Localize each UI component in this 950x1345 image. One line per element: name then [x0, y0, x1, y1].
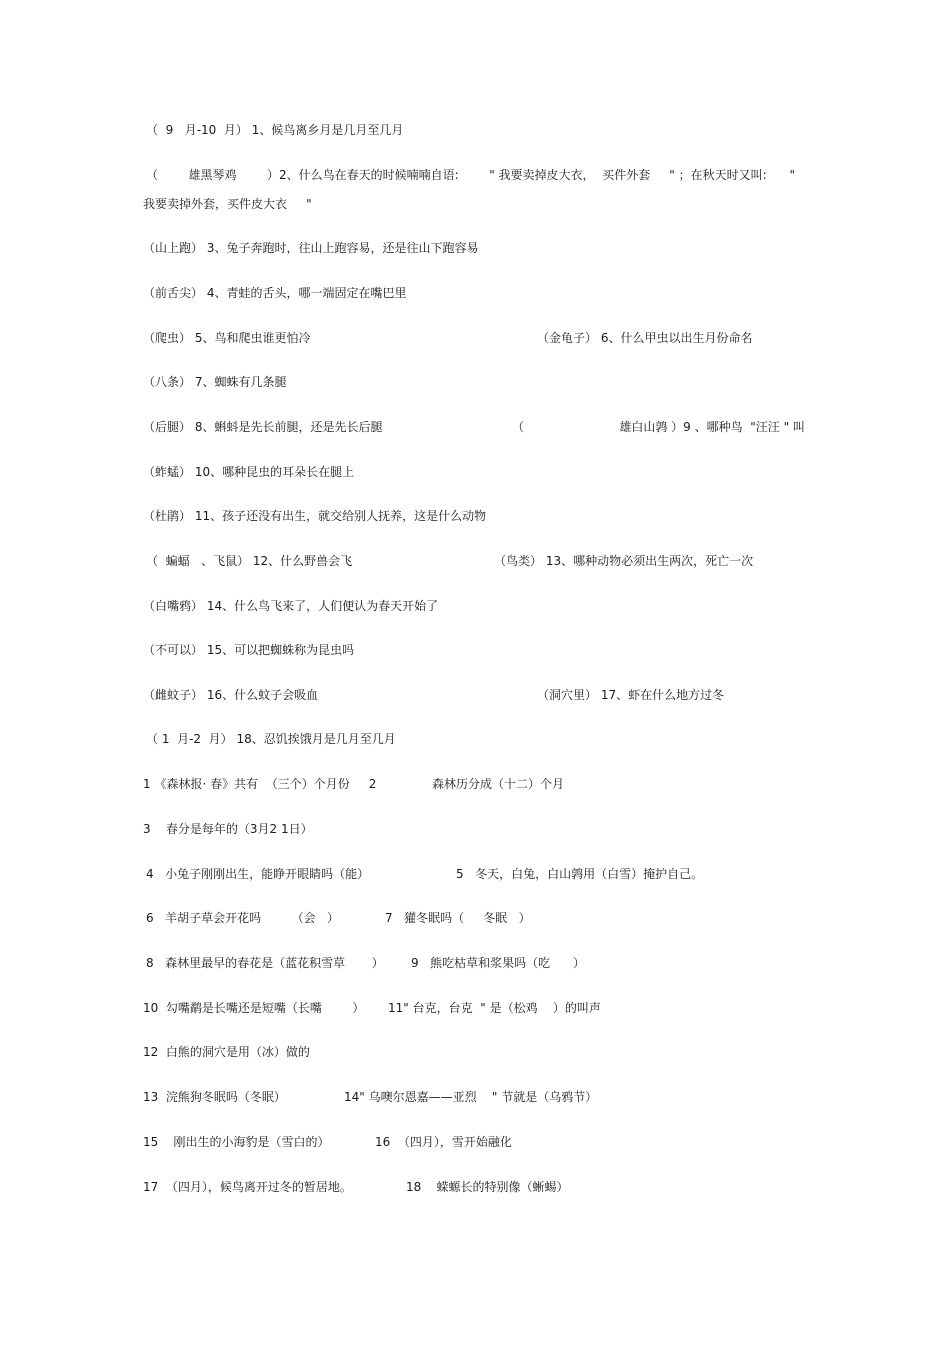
q5-line: （爬虫） 5、鸟和爬虫谁更怕冷	[143, 331, 311, 345]
q16-line: （雌蚊子） 16、什么蚊子会吸血	[143, 688, 319, 702]
fill12-line: 12 白熊的洞穴是用（冰）做的	[143, 1045, 310, 1059]
fill5-line: 5 冬天，白兔，白山鹑用（白雪）掩护自己。	[456, 867, 704, 881]
fill10-line: 10 勾嘴鹬是长嘴还是短嘴（长嘴 ）	[143, 1001, 365, 1015]
q15-line: （不可以） 15、可以把蜘蛛称为昆虫吗	[143, 643, 355, 657]
q12-line: （ 蝙蝠 、飞鼠） 12、什么野兽会飞	[146, 554, 353, 568]
q1-line: （ 9 月-10 月） 1、候鸟离乡月是几月至几月	[146, 123, 404, 137]
q8-line: （后腿） 8、蝌蚪是先长前腿，还是先长后腿	[143, 420, 383, 434]
q13-line: （鸟类） 13、哪种动物必须出生两次，死亡一次	[494, 554, 754, 568]
fill13-line: 13 浣熊狗冬眠吗（冬眠）	[143, 1090, 286, 1104]
q17-line: （洞穴里） 17、虾在什么地方过冬	[537, 688, 725, 702]
q10-line: （蚱蜢） 10、哪种昆虫的耳朵长在腿上	[143, 465, 355, 479]
q14-line: （白嘴鸦） 14、什么鸟飞来了，人们便认为春天开始了	[143, 599, 439, 613]
fill1-line: 1 《森林报· 春》共有 （三个）个月份 2	[143, 777, 377, 791]
q2-line: （ 雄黑琴鸡 ）2、什么鸟在春天的时候喃喃自语: " 我要卖掉皮大衣， 买件外套 " ；在秋天时又叫: "	[146, 168, 796, 182]
fill11-line: 11" 台克，台克 " 是（松鸡 ）的叫声	[388, 1001, 601, 1015]
fill4-line: 4 小兔子刚刚出生，能睁开眼睛吗（能）	[146, 867, 370, 881]
fill9-line: 9 熊吃枯草和浆果吗（吃 ）	[411, 956, 585, 970]
fill6-line: 6 羊胡子草会开花吗 （会 ）	[146, 911, 340, 925]
fill14-line: 14" 乌噢尔恩嘉——亚烈 " 节就是（乌鸦节）	[344, 1090, 598, 1104]
q6-line: （金龟子） 6、什么甲虫以出生月份命名	[537, 331, 753, 345]
q4-line: （前舌尖） 4、青蛙的舌头，哪一端固定在嘴巴里	[143, 286, 407, 300]
q9-line: （ 雄白山鹑 ）9 、哪种鸟 "汪汪 " 叫	[512, 420, 805, 434]
q7-line: （八条） 7、蜘蛛有几条腿	[143, 375, 287, 389]
fill18-line: 18 蝾螈长的特别像（蜥蜴）	[406, 1180, 569, 1194]
fill15-line: 15 刚出生的小海豹是（雪白的）	[143, 1135, 330, 1149]
q3-line: （山上跑） 3、兔子奔跑时，往山上跑容易，还是往山下跑容易	[143, 241, 479, 255]
fill3-line: 3 春分是每年的（3月2 1日）	[143, 822, 313, 836]
fill7-line: 7 獾冬眠吗（ 冬眠 ）	[385, 911, 531, 925]
fill2-line: 森林历分成（十二）个月	[432, 777, 565, 791]
fill17-line: 17 （四月），候鸟离开过冬的暂居地。	[143, 1180, 352, 1194]
q11-line: （杜鹃） 11、孩子还没有出生，就交给别人抚养，这是什么动物	[143, 509, 487, 523]
fill16-line: 16 （四月），雪开始融化	[375, 1135, 512, 1149]
q2-line-cont: 我要卖掉外套，买件皮大衣 "	[143, 197, 312, 211]
q18-line: （ 1 月-2 月） 18、忍饥挨饿月是几月至几月	[146, 732, 396, 746]
fill8-line: 8 森林里最早的春花是（蓝花积雪草 ）	[146, 956, 384, 970]
